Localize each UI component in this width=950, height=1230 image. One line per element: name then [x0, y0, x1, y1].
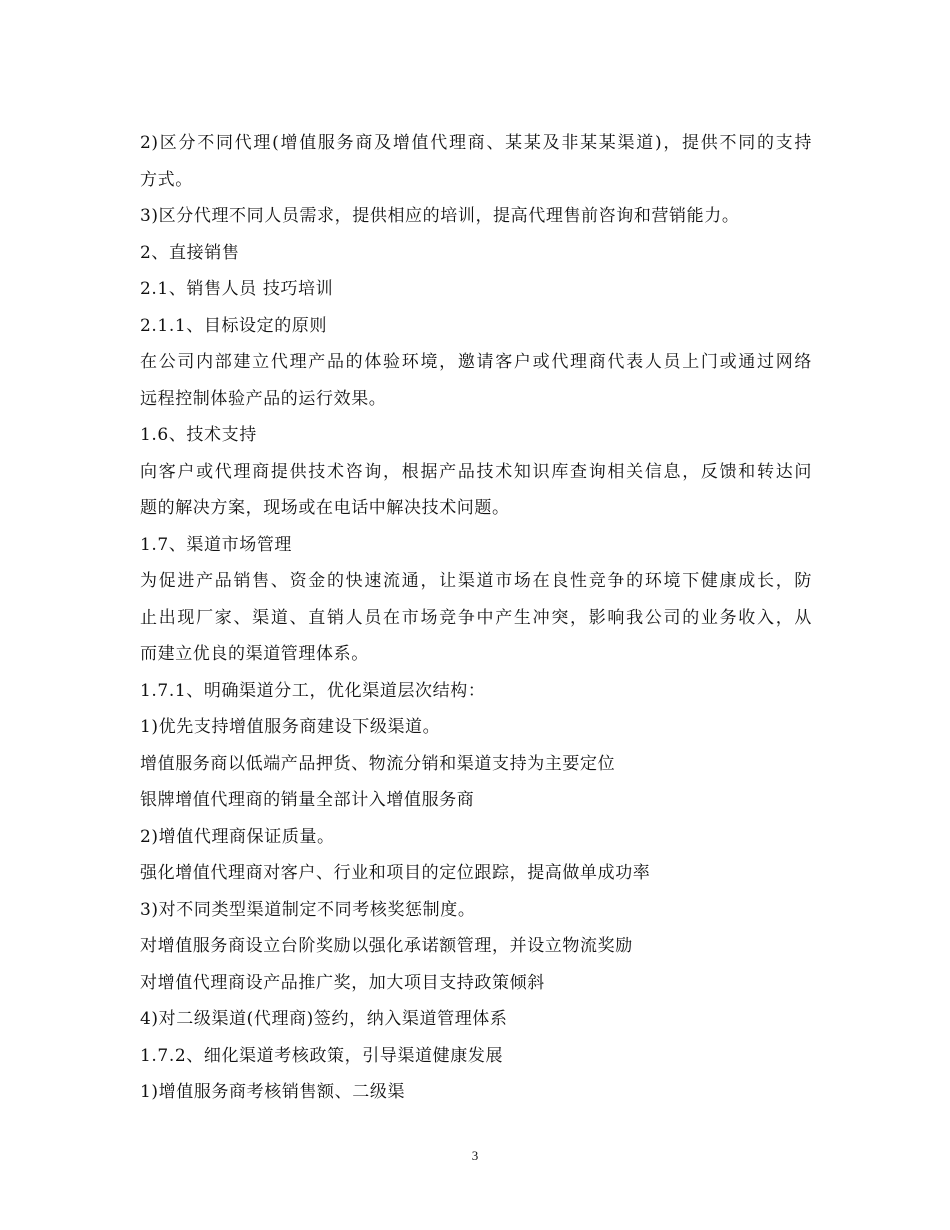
text-line: 对增值代理商设产品推广奖，加大项目支持政策倾斜: [140, 972, 545, 993]
text-line: 强化增值代理商对客户、行业和项目的定位跟踪，提高做单成功率: [140, 863, 651, 883]
text-line: 止出现厂家、渠道、直销人员在市场竞争中产生冲突，影响我公司的业务收入，从: [140, 607, 812, 628]
section-heading: 1.7.2、细化渠道考核政策，引导渠道健康发展: [140, 1045, 504, 1066]
text-line: 3)区分代理不同人员需求，提供相应的培训，提高代理售前咨询和营销能力。: [140, 206, 740, 226]
list-item: 4)对二级渠道(代理商)签约，纳入渠道管理体系: [140, 1009, 508, 1029]
text-line: 银牌增值代理商的销量全部计入增值服务商: [140, 790, 475, 810]
text-line: 2)区分不同代理(增值服务商及增值代理商、某某及非某某渠道)，提供不同的支持: [140, 133, 812, 153]
text-line: 增值服务商以低端产品押货、物流分销和渠道支持为主要定位: [140, 753, 616, 774]
text-line: 向客户或代理商提供技术咨询，根据产品技术知识库查询相关信息，反馈和转达问: [140, 461, 812, 482]
section-heading: 1.6、技术支持: [140, 425, 257, 445]
text-line: 在公司内部建立代理产品的体验环境，邀请客户或代理商代表人员上门或通过网络: [140, 352, 812, 372]
text-line: 对增值服务商设立台阶奖励以强化承诺额管理，并设立物流奖励: [140, 936, 633, 956]
list-item: 1)优先支持增值服务商建设下级渠道。: [140, 717, 441, 737]
list-item: 2)增值代理商保证质量。: [140, 826, 335, 847]
section-heading: 2、直接销售: [140, 242, 240, 263]
text-line: 而建立优良的渠道管理体系。: [140, 644, 369, 664]
section-heading: 1.7、渠道市场管理: [140, 534, 293, 555]
document-body: [140, 125, 812, 1111]
list-item: 3)对不同类型渠道制定不同考核奖惩制度。: [140, 899, 476, 920]
list-item: 1)增值服务商考核销售额、二级渠: [140, 1082, 406, 1102]
text-line: 为促进产品销售、资金的快速流通，让渠道市场在良性竞争的环境下健康成长，防: [140, 571, 812, 591]
text-line: 远程控制体验产品的运行效果。: [140, 388, 387, 409]
text-line: 方式。: [140, 169, 193, 190]
section-heading: 1.7.1、明确渠道分工，优化渠道层次结构：: [140, 680, 486, 701]
section-heading: 2.1.1、目标设定的原则: [140, 315, 328, 336]
page-number: 3: [471, 1148, 479, 1163]
section-heading: 2.1、销售人员 技巧培训: [140, 279, 334, 299]
text-line: 题的解决方案，现场或在电话中解决技术问题。: [140, 498, 510, 518]
